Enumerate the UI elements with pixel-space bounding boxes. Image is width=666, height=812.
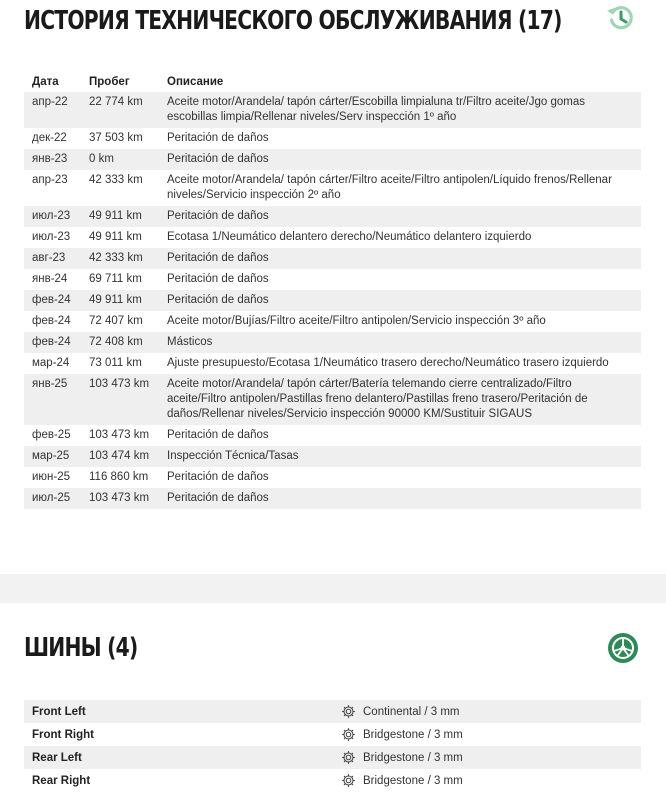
history-row (24, 248, 641, 269)
history-description: Peritación de daños (159, 425, 641, 446)
history-description: Aceite motor/Arandela/ tapón cárter/Escobilla limpialuna tr/Filtro aceite/Jgo gomas escobillas limpia/Rellenar niveles/Serv inspección 1º año (159, 92, 641, 128)
history-date: фев-25 (24, 425, 81, 446)
history-mileage: 103 474 km (81, 446, 159, 467)
history-mileage: 69 711 km (81, 269, 159, 290)
history-row (24, 227, 641, 248)
tire-row (24, 723, 641, 746)
history-date: мар-25 (24, 446, 81, 467)
tire-gear-icon (334, 750, 363, 765)
history-mileage: 42 333 km (81, 248, 159, 269)
tire-info: Bridgestone / 3 mm (363, 774, 463, 787)
history-date: дек-22 (24, 128, 81, 149)
history-mileage: 103 473 km (81, 374, 159, 425)
history-mileage: 103 473 km (81, 425, 159, 446)
history-row (24, 269, 641, 290)
history-row (24, 332, 641, 353)
column-header-description: Описание (159, 72, 641, 92)
history-row (24, 446, 641, 467)
history-description: Peritación de daños (159, 206, 641, 227)
history-row (24, 353, 641, 374)
history-description: Peritación de daños (159, 290, 641, 311)
history-description: Peritación de daños (159, 467, 641, 488)
history-mileage: 72 407 km (81, 311, 159, 332)
column-header-mileage: Пробег (81, 72, 159, 92)
history-description: Másticos (159, 332, 641, 353)
history-mileage: 22 774 km (81, 92, 159, 128)
history-description: Peritación de daños (159, 128, 641, 149)
history-date: фев-24 (24, 290, 81, 311)
history-mileage: 72 408 km (81, 332, 159, 353)
history-date: июл-23 (24, 206, 81, 227)
tire-wheel-icon[interactable] (607, 632, 639, 664)
history-row (24, 290, 641, 311)
tire-row (24, 746, 641, 769)
history-date: янв-24 (24, 269, 81, 290)
history-mileage: 37 503 km (81, 128, 159, 149)
history-row (24, 374, 641, 425)
history-description: Peritación de daños (159, 149, 641, 170)
tire-row (24, 700, 641, 723)
history-description: Aceite motor/Arandela/ tapón cárter/Filtro aceite/Filtro antipolen/Líquido frenos/Rellenar niveles/Servicio inspección 2º año (159, 170, 641, 206)
history-date: фев-24 (24, 311, 81, 332)
history-row (24, 170, 641, 206)
column-header-date: Дата (24, 72, 81, 92)
tire-position: Rear Right (32, 774, 91, 787)
tires-title: ШИНЫ (4) (24, 633, 138, 663)
tire-gear-icon (334, 704, 363, 719)
history-mileage: 49 911 km (81, 206, 159, 227)
history-row (24, 425, 641, 446)
history-date: фев-24 (24, 332, 81, 353)
history-mileage: 73 011 km (81, 353, 159, 374)
history-row (24, 311, 641, 332)
history-mileage: 103 473 km (81, 488, 159, 509)
history-row (24, 467, 641, 488)
history-date: апр-23 (24, 170, 81, 206)
history-description: Aceite motor/Arandela/ tapón cárter/Batería telemando cierre centralizado/Filtro aceite/Filtro antipolen/Pastillas freno delantero/Pastillas freno trasero/Peritación de daños/Rellenar niveles/Servicio inspección 90000 KM/Sustituir SIGAUS (159, 374, 641, 425)
history-row (24, 149, 641, 170)
history-date: янв-23 (24, 149, 81, 170)
history-description: Peritación de daños (159, 269, 641, 290)
section-divider (0, 574, 666, 603)
tire-info: Continental / 3 mm (363, 705, 460, 718)
history-description: Ajuste presupuesto/Ecotasa 1/Neumático trasero derecho/Neumático trasero izquierdo (159, 353, 641, 374)
history-mileage: 49 911 km (81, 227, 159, 248)
history-description: Ecotasa 1/Neumático delantero derecho/Neumático delantero izquierdo (159, 227, 641, 248)
tire-gear-icon (334, 727, 363, 742)
history-date: июн-25 (24, 467, 81, 488)
history-row (24, 488, 641, 509)
tires-section (0, 603, 666, 812)
history-clock-icon[interactable] (606, 3, 636, 33)
tire-position: Rear Left (32, 751, 82, 764)
tire-position: Front Right (32, 728, 94, 741)
history-date: янв-25 (24, 374, 81, 425)
tire-position: Front Left (32, 705, 86, 718)
history-title: ИСТОРИЯ ТЕХНИЧЕСКОГО ОБСЛУЖИВАНИЯ (17) (24, 6, 562, 36)
history-table-header (24, 72, 641, 92)
history-mileage: 42 333 km (81, 170, 159, 206)
history-row (24, 128, 641, 149)
history-date: июл-23 (24, 227, 81, 248)
history-mileage: 0 km (81, 149, 159, 170)
history-date: мар-24 (24, 353, 81, 374)
history-row (24, 206, 641, 227)
history-description: Inspección Técnica/Tasas (159, 446, 641, 467)
history-date: авг-23 (24, 248, 81, 269)
history-mileage: 116 860 km (81, 467, 159, 488)
tire-gear-icon (334, 773, 363, 788)
history-table (24, 72, 641, 509)
history-description: Peritación de daños (159, 488, 641, 509)
tires-list (24, 700, 641, 792)
history-description: Peritación de daños (159, 248, 641, 269)
tire-info: Bridgestone / 3 mm (363, 751, 463, 764)
history-date: июл-25 (24, 488, 81, 509)
history-date: апр-22 (24, 92, 81, 128)
history-description: Aceite motor/Bujías/Filtro aceite/Filtro antipolen/Servicio inspección 3º año (159, 311, 641, 332)
tire-info: Bridgestone / 3 mm (363, 728, 463, 741)
history-row (24, 92, 641, 128)
history-mileage: 49 911 km (81, 290, 159, 311)
tire-row (24, 769, 641, 792)
